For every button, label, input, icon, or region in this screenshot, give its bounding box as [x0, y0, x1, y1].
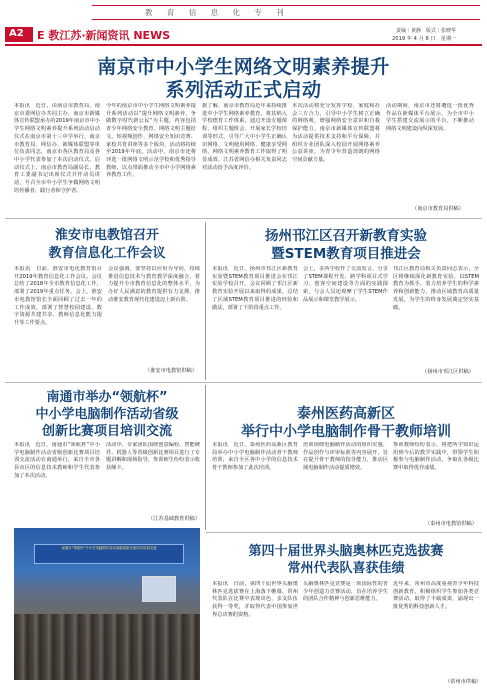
olympiad-credit: （常州市供稿） — [445, 679, 482, 685]
taizhou-headline-line1: 泰州医药高新区 — [297, 406, 395, 422]
yangzhou-headline-line1: 扬州邗江区召开新教育实验 — [265, 228, 427, 244]
nantong-headline-line1: 南通市举办“领航杯” — [46, 390, 168, 405]
yangzhou-column-2: 会上，多所学校作了交流发言，分享了STEM课程开发、跨学科项目式学习、创客空间建设等方面的实践探索，与会人员还观摩了学生STEM作品展示和课堂教学展示。 — [303, 266, 388, 303]
huaian-column-1: 本报讯 日前，淮安市电化教育馆召开2019年教育信息化工作会议。会议总结了2018年全市教育信息化工作，部署了2019年重点任务。会上，淮安市电教馆馆长全面回顾了过去一年的工作成效，部署了智慧校园建设、数字资源共建共享、教师信息化能力提升等工作要点。 — [14, 266, 102, 326]
olympiad-column-2: 头脑奥林匹克竞赛是一项国际性的青少年创造力竞赛活动，旨在培养学生的团队合作精神与创新思维能力。 — [303, 581, 388, 603]
nantong-photo — [14, 528, 200, 680]
lead-credit: （南京市教育局供稿） — [412, 206, 464, 212]
olympiad-column-1: 本报讯 日前，第四十届世界头脑奥林匹克选拔赛在上海落下帷幕，常州代表队在比赛中表现出色，多支队伍获得一等奖，并取得代表中国参加世界总决赛的资格。 — [212, 581, 298, 618]
lead-column-5: 活动期间，南京市还将遴选一批优秀作品在新媒体平台展示，为全市中小学生搭建交流展示的平台，不断推动网络文明建设向纵深发展。 — [386, 103, 474, 133]
olympiad-headline-line2: 常州代表队喜获佳绩 — [287, 561, 405, 576]
lead-column-1: 本报讯 近日，由南京市教育局、南京市委网信办共同主办，南京市新媒体宣传联盟承办的2019年南京市中小学生网络文明素养提升系列活动启动仪式在南京市第十三中学举行。南京市教育局、网信办、新媒体联盟等单位负责同志，南京市各区教育局及各中小学代表参加了本次启动仪式。启动仪式上，南京市教育局副局长、教育工委副书记出席仪式并作动员讲话，号召全市中小学生争做网络文明的传播者、践行者和守护者。 — [14, 103, 100, 194]
huaian-headline-line1: 淮安市电教馆召开 — [54, 228, 159, 243]
divider-lead — [5, 218, 482, 219]
nantong-headline-line2: 中小学电脑制作活动省级 — [35, 407, 179, 422]
taizhou-column-2: 培训围绕电脑制作活动的组织实施、作品创作与评审标准等内容展开，旨在提升骨干教师的指导能力，推动区域电脑制作活动提质增效。 — [303, 442, 388, 472]
taizhou-column-3: 参训教师纷纷表示，将把所学知识运用到今后的教学实践中，带领学生积极参与电脑制作活动，争取在各级比赛中取得优异成绩。 — [393, 442, 479, 472]
nantong-credit: （江苏基础教育供稿） — [148, 516, 200, 522]
photo-audience — [14, 614, 200, 680]
nantong-column-2: 活动中，专家团队围绕创意编程、智能硬件、机器人等省级创新比赛项目进行了专题讲解和现场指导，参训师生纷纷表示收获颇丰。 — [106, 442, 200, 472]
taizhou-column-1: 本报讯 近日，泰州医药高新区教育局举办中小学电脑制作活动骨干教师培训，来自全区各中小学的信息技术骨干教师参加了此次培训。 — [212, 442, 298, 472]
photo-banner-caption: 南通市“领航杯”中小学电脑制作活动省级创新比赛项目培训交流 — [61, 546, 157, 550]
yangzhou-headline-line2: 暨STEM教育项目推进会 — [271, 246, 421, 262]
yangzhou-column-1: 本报讯 近日，扬州市邗江区新教育实验暨STEM教育项目推进会在邗江实验学校召开。会议回顾了邗江区新教育实验开展以来取得的成果，总结了区域STEM教育项目推进的经验和做法，部署了下阶段重点工作。 — [212, 266, 298, 311]
page-number: A2 — [9, 28, 24, 39]
olympiad-column-3: 近年来，常州市高度重视青少年科技创新教育，积极组织学生参加各类竞赛活动，取得了丰硕成果，涌现出一批优秀的科技创新人才。 — [393, 581, 479, 611]
taizhou-headline-line2: 举行中小学电脑制作骨干教师培训 — [241, 424, 451, 440]
masthead-rule — [5, 44, 482, 46]
lead-headline-line1: 南京市中小学生网络文明素养提升 — [97, 56, 390, 78]
divider-vertical-upper — [205, 222, 206, 380]
divider-middle — [5, 382, 482, 383]
lead-column-2: 今年的南京市中小学生网络文明素养提升系列活动以“提升网络文明素养，争做数字时代新公民”为主题，内容包括青少年网络安全教育、网络文明主题征文、短视频创作、网络安全知识竞赛、家校共育讲座等多个板块，活动将持续至2019年年底。活动中，南京市还将评选一批网络文明示范学校和优秀指导教师，以点带面推动全市中小学网络素养教育工作。 — [106, 103, 196, 179]
olympiad-headline-line1: 第四十届世界头脑奥林匹克选拔赛 — [248, 544, 444, 559]
photo-screen — [142, 576, 176, 602]
nantong-column-1: 本报讯 近日，南通市“领航杯”中小学电脑制作活动省级创新比赛项目培训交流活动在南通举行，来自全市各县市区的信息技术教师和学生代表参加了本次活动。 — [14, 442, 100, 479]
taizhou-credit: （泰州市电教馆供稿） — [425, 521, 477, 527]
divider-lower — [206, 532, 482, 533]
masthead-banner-text: 教 育 信 息 化 专 刊 — [145, 8, 290, 17]
nantong-headline-line3: 创新比赛项目培训交流 — [41, 424, 172, 439]
lead-column-3: 据了解，南京市教育局近年来持续推进中小学生网络素养教育，将其纳入学校德育工作体系，通过开设专题课程、组织主题班会、开展家长学校培训等形式，引导广大中小学生正确认识网络、文明使用网络、健康享受网络，网络文明素养教育工作取得了明显成效。江苏省网信办相关负责同志对活动给予高度评价。 — [202, 103, 287, 171]
paper-name: E 教江苏·新闻资讯 NEWS — [37, 29, 171, 42]
huaian-column-2: 会议强调，要坚持以应用为导向，持续推进信息技术与教育教学深度融合，着力提升全市教育信息化的整体水平，为办好人民满意的教育提供有力支撑，推动淮安教育现代化建设迈上新台阶。 — [108, 266, 200, 303]
huaian-credit: （淮安市电教馆供稿） — [145, 368, 197, 374]
lead-headline-line2: 系列活动正式启动 — [165, 79, 322, 101]
lead-column-4: 本次活动将充分发挥学校、家庭和社会三方合力，引导中小学生树立正确的网络观，增强网络安全意识和自我保护能力。南京市新媒体宣传联盟将为活动提供技术支持和平台保障，并组织专业团队深入校园开展网络素养公益讲座，为青少年营造清朗的网络空间贡献力量。 — [292, 103, 380, 163]
yangzhou-column-3: 邗江区教育局相关负责同志表示，全区将继续深化新教育实验，以STEM教育为抓手，着力培养学生的科学素养和创新能力，推动区域教育高质量发展，为学生的终身发展奠定坚实基础。 — [393, 266, 479, 311]
issue-date: 2019 年 4 月 8 日 星期一 — [392, 36, 457, 42]
editor-info: 责编｜黄静 版式｜张晓华 — [396, 28, 457, 34]
yangzhou-credit: （扬州市邗江区供稿） — [422, 369, 474, 375]
divider-vertical-lower — [205, 385, 206, 530]
huaian-headline-line2: 教育信息化工作会议 — [48, 246, 166, 261]
